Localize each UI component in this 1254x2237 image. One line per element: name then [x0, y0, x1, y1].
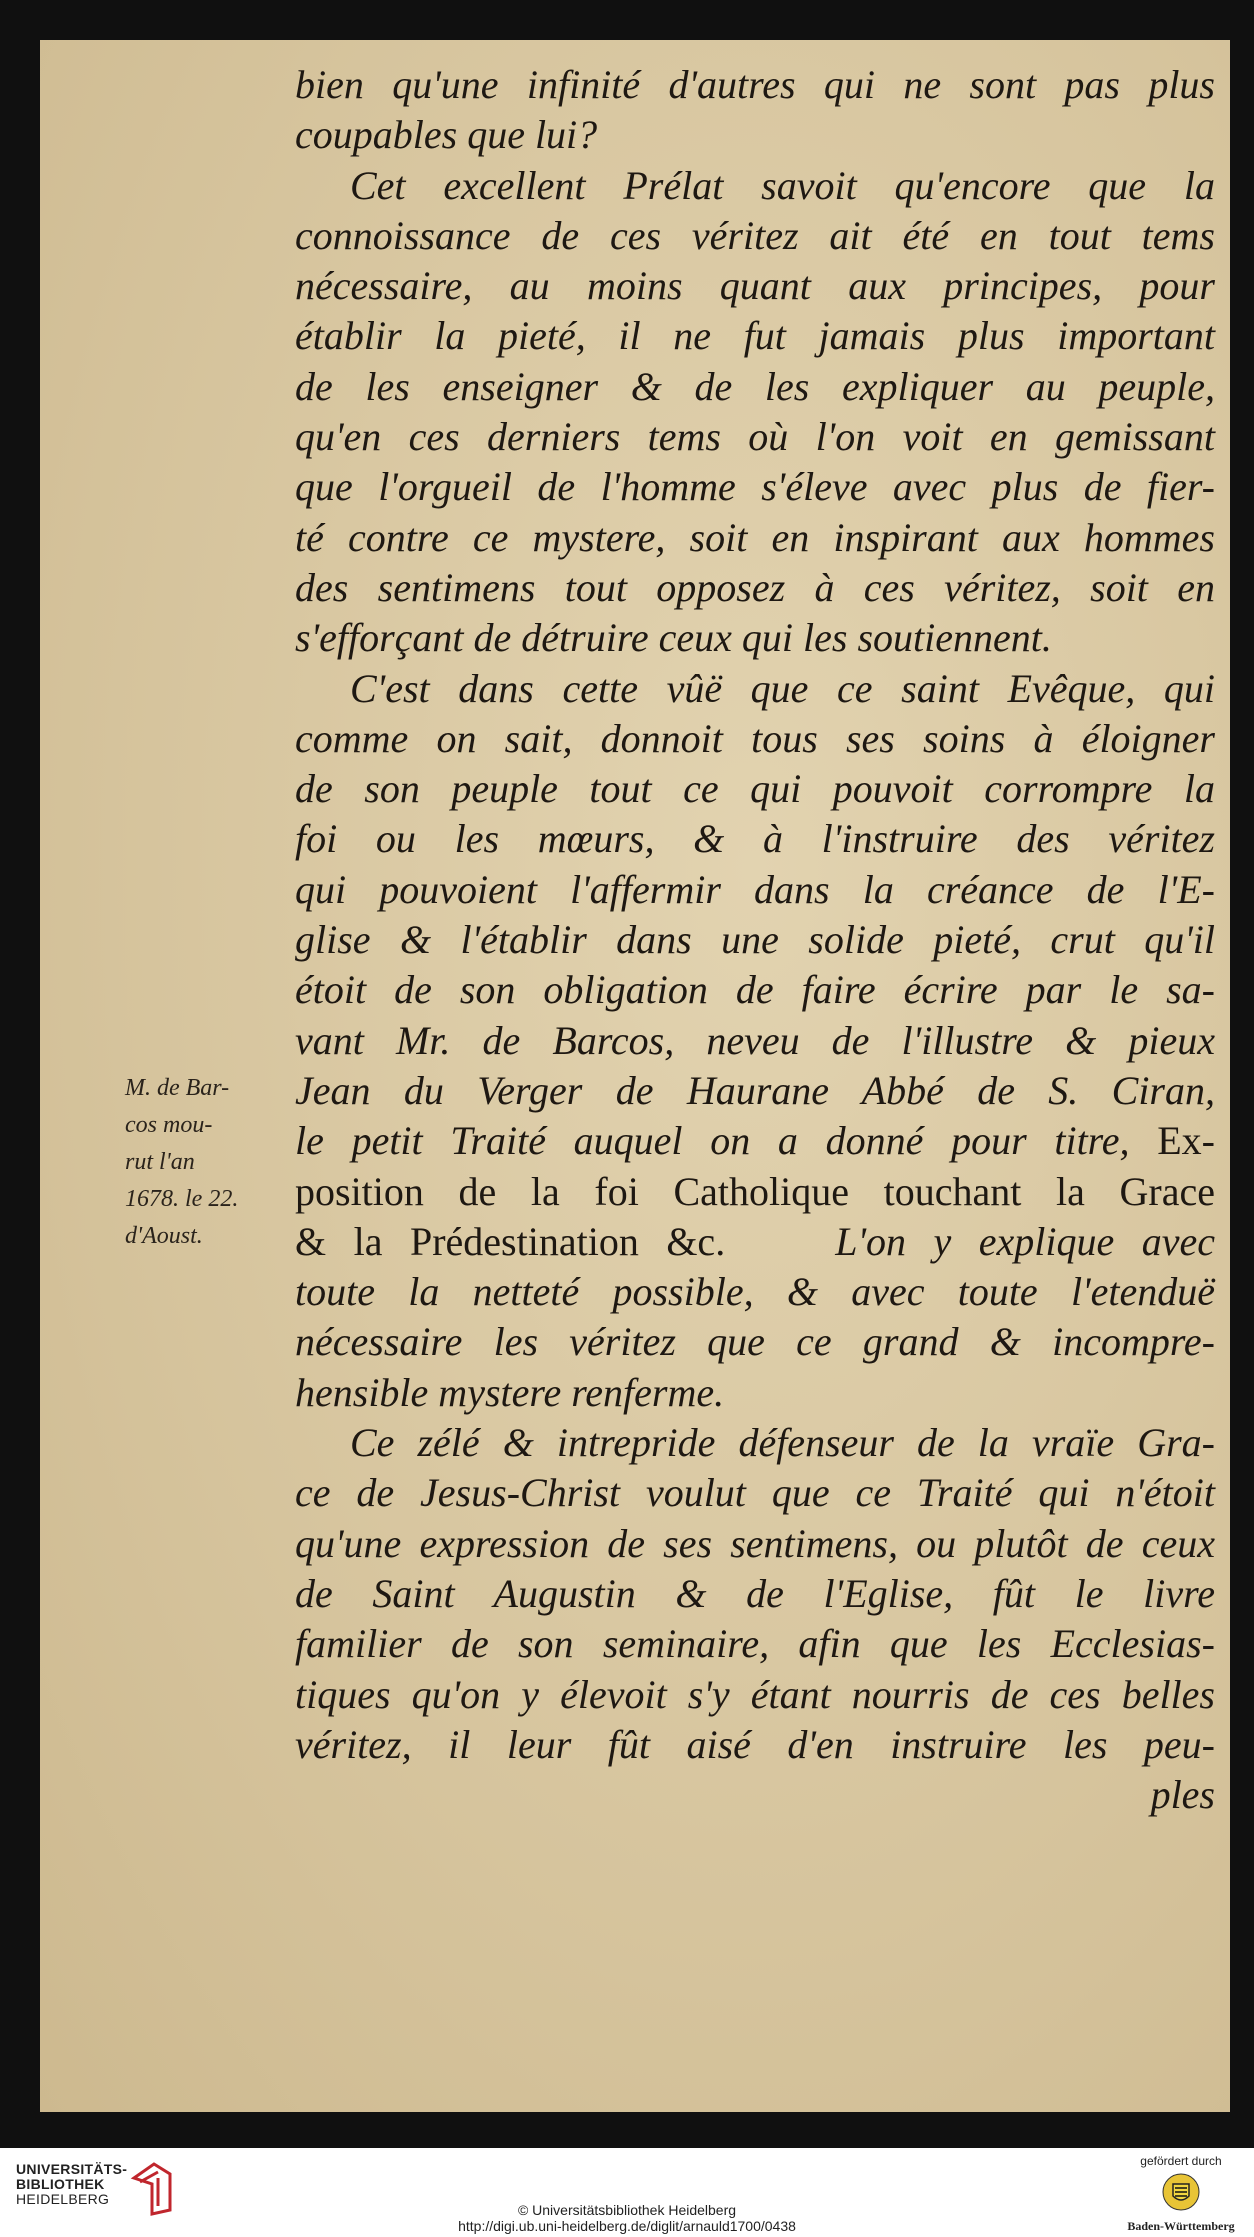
text-line: s'efforçant de détruire ceux qui les soutiennent.	[295, 615, 1052, 661]
text-line: qu'en ces derniers tems où l'on voit en gemissant	[295, 414, 1215, 460]
library-name-line: HEIDELBERG	[16, 2191, 110, 2207]
text-line: connoissance de ces véritez ait été en tout tems	[295, 212, 1215, 258]
sponsor-block	[1126, 2154, 1236, 2233]
library-name-line: UNIVERSITÄTS-	[16, 2161, 128, 2177]
text-line: bien qu'une infinité d'autres qui ne sont pas plus	[295, 62, 1215, 107]
margin-note-line: 1678. le 22.	[125, 1186, 239, 1212]
text-line: Jean du Verger de Haurane Abbé de S. Ciran,	[295, 1067, 1215, 1113]
text-segment-roman: & la Prédestination &c.	[295, 1218, 726, 1264]
margin-note-line: rut l'an	[125, 1149, 195, 1175]
text-line: qu'une expression de ses sentimens, ou plutôt de ceux	[295, 1520, 1215, 1566]
coat-of-arms-icon	[1161, 2172, 1201, 2212]
permalink[interactable]: http://digi.ub.uni-heidelberg.de/diglit/arnauld1700/0438	[458, 2218, 796, 2234]
text-line: ce de Jesus-Christ voulut que ce Traité qui n'étoit	[295, 1470, 1215, 1516]
text-line: toute la netteté possible, & avec toute l'etenduë	[295, 1269, 1215, 1315]
text-line: tiques qu'on y élevoit s'y étant nourris de ces belles	[295, 1671, 1215, 1717]
text-line: que l'orgueil de l'homme s'éleve avec plus de fier-	[295, 464, 1215, 510]
text-line: té contre ce mystere, soit en inspirant aux hommes	[295, 514, 1215, 560]
margin-note-line: M. de Bar-	[125, 1075, 230, 1101]
text-line: glise & l'établir dans une solide pieté, crut qu'il	[295, 917, 1215, 963]
text-line: nécessaire, au moins quant aux principes, pour	[295, 263, 1215, 309]
text-line: de son peuple tout ce qui pouvoit corrompre la	[295, 766, 1215, 812]
footer	[0, 2148, 1254, 2237]
text-line: des sentimens tout opposez à ces véritez, soit en	[295, 564, 1215, 610]
catchword: ples	[1150, 1772, 1215, 1818]
text-segment: le petit Traité auquel on a donné pour titre,	[295, 1118, 1130, 1164]
margin-note-line: d'Aoust.	[125, 1223, 203, 1249]
text-line: qui pouvoient l'affermir dans la créance de l'E-	[295, 866, 1215, 912]
text-line	[295, 1217, 1215, 1267]
margin-note-line: cos mou-	[125, 1112, 213, 1138]
text-line: familier de son seminaire, afin que les Ecclesias-	[295, 1621, 1215, 1667]
copyright-text: © Universitätsbibliothek Heidelberg	[517, 2202, 737, 2218]
text-line: nécessaire les véritez que ce grand & incompre-	[295, 1319, 1215, 1365]
sponsor-label: gefördert durch	[1140, 2154, 1222, 2168]
text-line: comme on sait, donnoit tous ses soins à éloigner	[295, 715, 1215, 761]
text-line: de Saint Augustin & de l'Eglise, fût le livre	[295, 1570, 1215, 1616]
margin-note	[125, 1070, 325, 1255]
text-line: coupables que lui?	[295, 112, 598, 158]
page-text	[295, 60, 1215, 1820]
text-line: position de la foi Catholique touchant la Grace	[295, 1168, 1215, 1214]
text-line: Ce zélé & intrepride défenseur de la vraïe Gra-	[350, 1420, 1215, 1466]
text-line: étoit de son obligation de faire écrire par le sa-	[295, 967, 1215, 1013]
text-segment-roman: Ex-	[1157, 1118, 1215, 1164]
text-line: Cet excellent Prélat savoit qu'encore que la	[350, 162, 1215, 208]
text-line: de les enseigner & de les expliquer au peuple,	[295, 363, 1215, 409]
text-segment: L'on y explique avec	[835, 1218, 1216, 1264]
library-name-line: BIBLIOTHEK	[16, 2176, 105, 2192]
text-line: établir la pieté, il ne fut jamais plus important	[295, 313, 1215, 359]
text-line: foi ou les mœurs, & à l'instruire des véritez	[295, 816, 1215, 862]
sponsor-name: Baden-Württemberg	[1127, 2219, 1235, 2233]
text-line	[295, 1116, 1215, 1166]
text-line: hensible mystere renferme.	[295, 1369, 725, 1415]
text-line: vant Mr. de Barcos, neveu de l'illustre & pieux	[295, 1017, 1215, 1063]
text-line: véritez, il leur fût aisé d'en instruire les peu-	[295, 1721, 1215, 1767]
text-line: C'est dans cette vûë que ce saint Evêque, qui	[350, 665, 1215, 711]
